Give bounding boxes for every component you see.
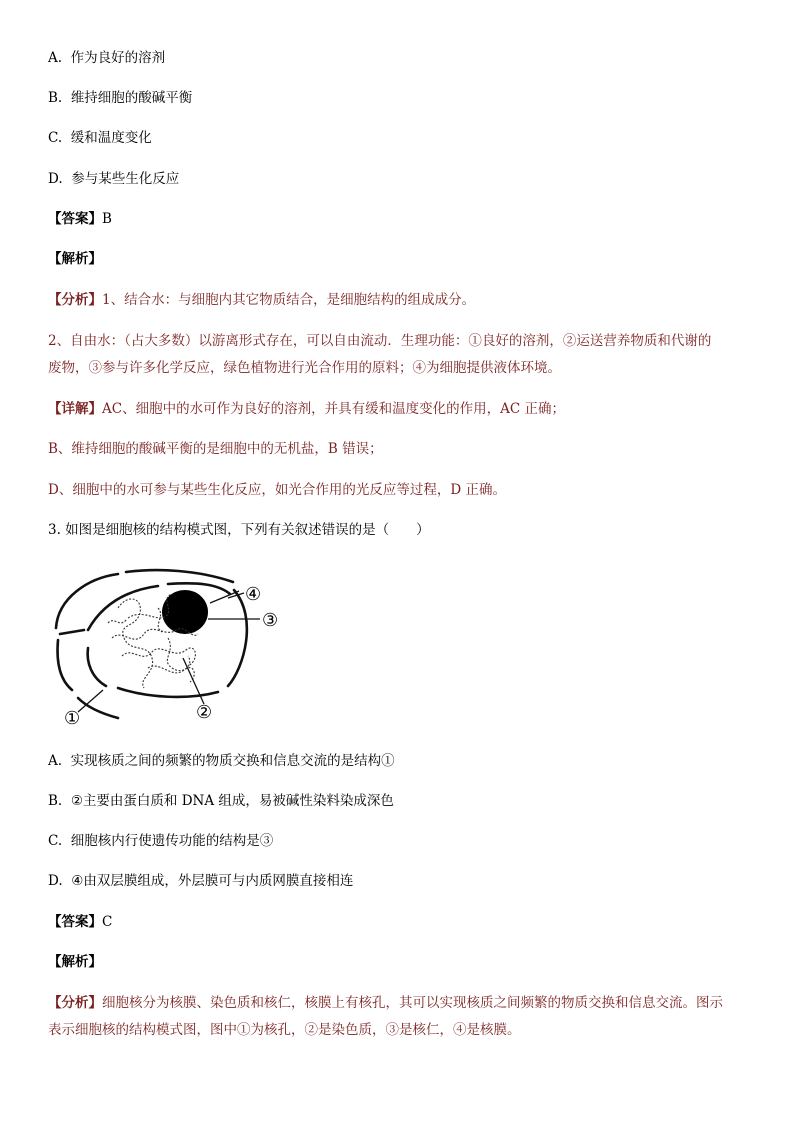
q3-answer: 【答案】C [48,914,113,930]
q3-option-b: B. ②主要由蛋白质和 DNA 组成，易被碱性染料染成深色 [48,793,394,809]
cell-nucleus-diagram [48,568,298,730]
q2-xiangjie-1: 【详解】AC、细胞中的水可作为良好的溶剂，并具有缓和温度变化的作用，AC 正确； [48,401,565,417]
q2-analysis-heading: 【解析】 [48,251,102,267]
q2-fenxi-2b: 废物，③参与许多化学反应，绿色植物进行光合作用的原料；④为细胞提供液体环境。 [48,360,561,376]
q2-answer: 【答案】B [48,211,112,227]
q3-analysis-heading: 【解析】 [48,954,102,970]
q2-option-a: A. 作为良好的溶剂 [48,50,166,66]
q3-fenxi-b: 表示细胞核的结构模式图，图中①为核孔，②是染色质，③是核仁，④是核膜。 [48,1022,521,1038]
label-3: ③ [262,610,279,631]
label-1: ① [64,708,81,729]
q2-option-b: B. 维持细胞的酸碱平衡 [48,90,193,106]
q2-fenxi-2a: 2、自由水：（占大多数）以游离形式存在，可以自由流动．生理功能：①良好的溶剂，②运送营养物质和代谢的 [48,333,712,349]
q3-fenxi-a: 【分析】细胞核分为核膜、染色质和核仁，核膜上有核孔，其可以实现核质之间频繁的物质交换和信息交流。图示 [48,995,723,1011]
q3-option-c: C. 细胞核内行使遗传功能的结构是③ [48,833,274,849]
q2-xiangjie-2: B、维持细胞的酸碱平衡的是细胞中的无机盐，B 错误； [48,441,383,457]
q2-option-d: D. 参与某些生化反应 [48,171,180,187]
q3-option-d: D. ④由双层膜组成，外层膜可与内质网膜直接相连 [48,873,354,889]
label-4: ④ [245,584,262,605]
q2-option-c: C. 缓和温度变化 [48,130,152,146]
nuclear-envelope [56,570,247,718]
q2-xiangjie-3: D、细胞中的水可参与某些生化反应，如光合作用的光反应等过程，D 正确。 [48,482,506,498]
q3-stem: 3. 如图是细胞核的结构模式图，下列有关叙述错误的是（ ） [48,522,430,538]
q3-option-a: A. 实现核质之间的频繁的物质交换和信息交流的是结构① [48,753,395,769]
q2-fenxi-1: 【分析】1、结合水：与细胞内其它物质结合，是细胞结构的组成成分。 [48,292,476,308]
label-2: ② [196,702,213,723]
